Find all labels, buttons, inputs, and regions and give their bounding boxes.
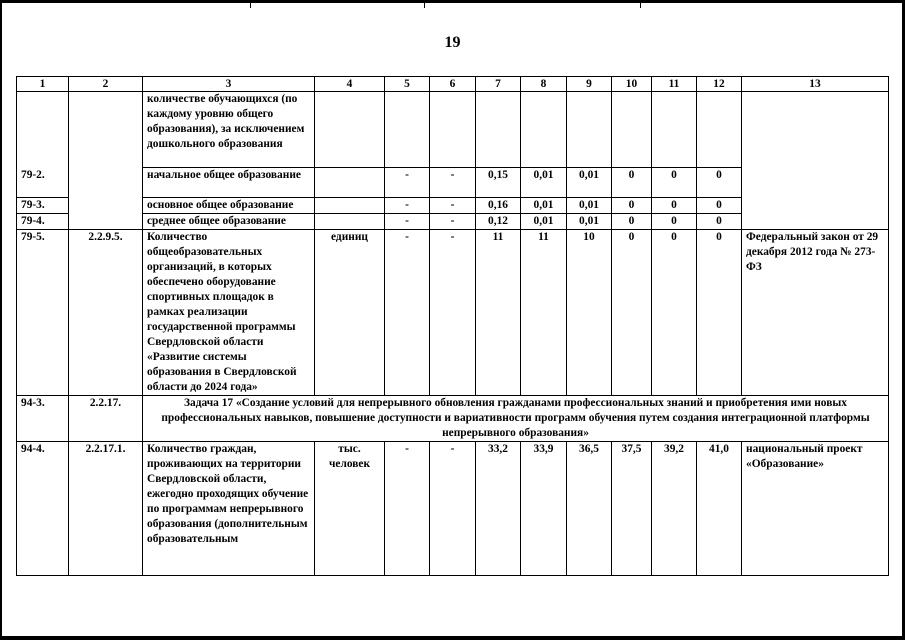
cell-value: 11 xyxy=(521,230,567,396)
cell-empty xyxy=(315,92,385,168)
cell-value: 0 xyxy=(612,198,652,214)
cell-value: 0 xyxy=(652,230,697,396)
cell-indicator: Количество общеобразовательных организаций, в которых обеспечено оборудование спортивных площадок в рамках реализации государственной программы Свердловской области «Развитие системы образования в Свердловской области до 2024 года» xyxy=(143,230,315,396)
cell-value: 0,01 xyxy=(521,198,567,214)
cell-value: 0 xyxy=(652,168,697,198)
cell-empty xyxy=(652,92,697,168)
cell-value: 0,01 xyxy=(521,214,567,230)
col-header: 6 xyxy=(430,77,476,92)
cell-value: 33,2 xyxy=(476,442,521,576)
cell-value: 37,5 xyxy=(612,442,652,576)
col-header: 5 xyxy=(385,77,430,92)
cell-number: 94-3. xyxy=(17,396,69,442)
cell-empty xyxy=(385,92,430,168)
cell-value: 0,01 xyxy=(567,198,612,214)
cell-empty xyxy=(612,92,652,168)
cell-value: - xyxy=(430,214,476,230)
col-header: 7 xyxy=(476,77,521,92)
cell-empty xyxy=(430,92,476,168)
cell-value: 36,5 xyxy=(567,442,612,576)
cell-value: 0,15 xyxy=(476,168,521,198)
cell-value: 0,01 xyxy=(567,168,612,198)
cell-source: Федеральный закон от 29 декабря 2012 года № 273-ФЗ xyxy=(742,230,889,396)
cell-value: 41,0 xyxy=(697,442,742,576)
cell-value: 0,01 xyxy=(567,214,612,230)
cell-value: - xyxy=(385,198,430,214)
cell-value: - xyxy=(430,442,476,576)
cell-number: 79-4. xyxy=(17,214,69,230)
page-frame-bottom xyxy=(0,636,905,640)
cell-empty xyxy=(476,92,521,168)
header-row xyxy=(17,77,889,92)
col-header: 1 xyxy=(17,77,69,92)
cell-indicator: начальное общее образование xyxy=(143,168,315,198)
col-header: 4 xyxy=(315,77,385,92)
frame-tick xyxy=(424,0,425,8)
cell-value: - xyxy=(430,198,476,214)
cell-value: 0 xyxy=(652,198,697,214)
cell-indicator: Количество граждан, проживающих на территории Свердловской области, ежегодно проходящих обучение по программам непрерывного образования (дополнительным образовательным xyxy=(143,442,315,576)
cell-unit: тыс. человек xyxy=(315,442,385,576)
cell-value: 0,12 xyxy=(476,214,521,230)
cell-empty xyxy=(315,198,385,214)
cell-value: 0,01 xyxy=(521,168,567,198)
page-number: 19 xyxy=(444,34,461,51)
cell-value: 0 xyxy=(697,168,742,198)
frame-tick xyxy=(640,0,641,8)
cell-empty xyxy=(521,92,567,168)
cell-source: национальный проект «Образование» xyxy=(742,442,889,576)
col-header: 8 xyxy=(521,77,567,92)
col-header: 3 xyxy=(143,77,315,92)
cell-code: 2.2.9.5. xyxy=(69,230,143,396)
cell-empty xyxy=(742,92,889,230)
page-frame-top xyxy=(0,0,905,3)
cell-value: 0,16 xyxy=(476,198,521,214)
frame-tick xyxy=(250,0,251,8)
cell-code: 2.2.17. xyxy=(69,396,143,442)
page-frame-left xyxy=(0,0,2,640)
cell-empty xyxy=(69,92,143,230)
table-row xyxy=(17,442,889,576)
cell-value: - xyxy=(385,214,430,230)
cell-value: 10 xyxy=(567,230,612,396)
col-header: 2 xyxy=(69,77,143,92)
cell-empty xyxy=(315,168,385,198)
cell-value: 0 xyxy=(612,230,652,396)
cell-value: - xyxy=(430,230,476,396)
cell-value: 0 xyxy=(697,230,742,396)
col-header: 10 xyxy=(612,77,652,92)
cell-value: 0 xyxy=(652,214,697,230)
cell-empty xyxy=(315,214,385,230)
col-header: 9 xyxy=(567,77,612,92)
cell-number: 79-3. xyxy=(17,198,69,214)
cell-code: 2.2.17.1. xyxy=(69,442,143,576)
cell-value: 11 xyxy=(476,230,521,396)
cell-empty xyxy=(697,92,742,168)
table-row xyxy=(17,92,889,168)
cell-value: 0 xyxy=(697,198,742,214)
cell-value: 0 xyxy=(612,214,652,230)
table-row xyxy=(17,230,889,396)
cell-empty xyxy=(567,92,612,168)
cell-number: 79-2. xyxy=(17,168,69,198)
col-header: 13 xyxy=(742,77,889,92)
indicators-table xyxy=(16,76,889,576)
cell-number: 94-4. xyxy=(17,442,69,576)
col-header: 12 xyxy=(697,77,742,92)
cell-value: - xyxy=(385,168,430,198)
table-row xyxy=(17,396,889,442)
cell-value: 33,9 xyxy=(521,442,567,576)
cell-empty xyxy=(17,92,69,168)
cell-indicator: основное общее образование xyxy=(143,198,315,214)
cell-indicator: среднее общее образование xyxy=(143,214,315,230)
cell-value: 0 xyxy=(612,168,652,198)
col-header: 11 xyxy=(652,77,697,92)
cell-value: 0 xyxy=(697,214,742,230)
cell-value: - xyxy=(385,230,430,396)
cell-task-title: Задача 17 «Создание условий для непрерывного обновления гражданами профессиональных знаний и приобретения ими новых профессиональных навыков, повышение доступности и вариативности программ обучения путем создания интеграционной платформы непрерывного образования» xyxy=(143,396,889,442)
cell-value: - xyxy=(385,442,430,576)
cell-number: 79-5. xyxy=(17,230,69,396)
cell-indicator: количестве обучающихся (по каждому уровню общего образования), за исключением дошкольного образования xyxy=(143,92,315,168)
cell-value: 39,2 xyxy=(652,442,697,576)
cell-unit: единиц xyxy=(315,230,385,396)
cell-value: - xyxy=(430,168,476,198)
